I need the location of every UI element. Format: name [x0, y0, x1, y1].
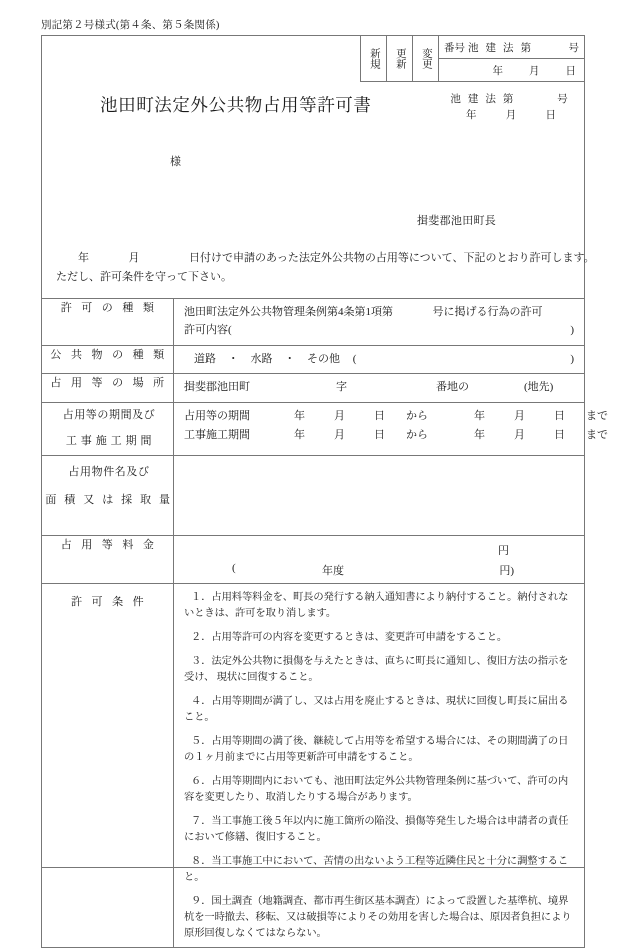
issuer-name: 揖斐郡池田町長 [417, 215, 497, 227]
conditions-list [174, 584, 584, 947]
stamp-number-label: 番号 [444, 42, 465, 54]
period-construction-name: 工事施工期間 [184, 429, 250, 442]
object-type-option-road[interactable]: 道路 [194, 352, 216, 365]
label-period-line-1: 占用等の期間及び [62, 409, 156, 422]
place-chisaki-label: (地先) [524, 381, 554, 394]
period-occupancy-day-from: 日 [374, 410, 385, 423]
period-occupancy-to: まで [586, 410, 608, 423]
condition-item: ７．当工事施工後５年以内に施工箇所の陥没、損傷等発生した場合は申請者の責任において修繕、復旧すること。 [184, 815, 569, 844]
intro-year: 年 [78, 252, 89, 264]
period-occupancy-year-to: 年 [474, 410, 485, 423]
intro-line-2: ただし、許可条件を守って下さい。 [56, 271, 232, 284]
period-construction-month-from: 月 [334, 429, 345, 442]
period-row-occupancy [184, 408, 608, 427]
condition-item: ５．占用等期間の満了後、継続して占用等を希望する場合には、その期間満了の日の１ヶ月前までに占用等更新許可申請をすること。 [184, 735, 569, 764]
period-construction-day-from: 日 [374, 429, 385, 442]
table-row-conditions [42, 583, 585, 947]
intro-line-1-tail: 日付けで申請のあった法定外公共物の占用等について、下記のとおり許可します。 [189, 252, 595, 264]
condition-item: ３．法定外公共物に損傷を与えたときは、直ちに町長に通知し、復旧方法の指示を受け、 現状に回復すること。 [184, 655, 569, 683]
stamp-date-day: 日 [565, 65, 576, 77]
object-type-separator-1: ・ [227, 352, 239, 365]
label-conditions: 許 可 条 件 [42, 583, 174, 947]
intro-month: 月 [128, 252, 140, 264]
table-row-object-type [42, 345, 585, 374]
label-object-type: 公 共 物 の 種 類 [42, 345, 174, 374]
stamp-date-row [439, 59, 584, 81]
label-permission-kind: 許 可 の 種 類 [42, 299, 174, 346]
value-object-name[interactable] [174, 455, 585, 535]
stamp-date-year: 年 [492, 65, 503, 77]
table-row-permission-kind [42, 299, 585, 346]
stamp-cell-change-label: 変更 [420, 48, 432, 69]
title-number-prefix: 池 建 法 第 [450, 94, 516, 105]
fee-yen-unit: 円 [498, 544, 509, 557]
label-period [42, 403, 174, 456]
object-type-close-paren: ) [570, 352, 574, 365]
permission-kind-line-2 [184, 322, 576, 340]
period-occupancy-from: から [406, 410, 428, 423]
object-type-option-waterway[interactable]: 水路 [250, 352, 273, 365]
stamp-cell-renew-label: 更新 [394, 48, 406, 69]
stamp-date-month: 月 [529, 65, 540, 77]
title-number-line [450, 92, 570, 108]
value-permission-kind[interactable] [174, 299, 585, 346]
label-object-name-line-2: 面 積 又 は 採 取 量 [45, 493, 173, 506]
table-row-fee [42, 535, 585, 583]
stamp-number-prefix: 池 建 法 第 [468, 42, 534, 54]
title-date-month: 月 [505, 110, 517, 122]
label-place: 占 用 等 の 場 所 [42, 374, 174, 403]
permission-kind-line-1 [184, 304, 576, 322]
stamp-cell-change[interactable] [413, 36, 439, 81]
condition-item: ２．占用等許可の内容を変更するときは、変更許可申請をすること。 [191, 631, 508, 643]
period-construction-year-from: 年 [294, 429, 305, 442]
place-fields [184, 379, 576, 397]
permission-kind-prefix: 池田町法定外公共物管理条例第4条第1項第 [184, 306, 393, 318]
label-object-name-line-1: 占用物件名及び [68, 465, 150, 478]
stamp-cell-new[interactable] [361, 36, 387, 81]
title-number-block [450, 92, 570, 125]
object-type-options [184, 351, 576, 369]
title-date-day: 日 [545, 110, 556, 122]
document-title: 池田町法定外公共物占用等許可書 [100, 95, 372, 115]
period-occupancy-name: 占用等の期間 [184, 410, 250, 423]
condition-item: ８．当工事施工中において、苦情の出ないよう工程等近隣住民と十分に調整すること。 [184, 855, 569, 884]
title-number-suffix: 号 [557, 94, 570, 105]
period-construction-from: から [406, 429, 428, 442]
condition-item: ６．占用等期間内においても、池田町法定外公共物管理条例に基づいて、許可の内容を変更したり、取消したりする場合があります。 [184, 775, 569, 804]
value-fee[interactable] [174, 535, 585, 583]
period-construction-year-to: 年 [474, 429, 485, 442]
intro-line-1 [56, 249, 595, 268]
condition-item: ９．国土調査（地籍調査、都市再生街区基本調査）によって設置した基準杭、境界杭を一時撤去、移転、又は破損等によりその効用を害した場合は、原因者負担により原形回復しなくてはならない。 [184, 895, 572, 940]
period-construction-day-to: 日 [554, 429, 565, 442]
label-period-line-2: 工 事 施 工 期 間 [65, 435, 153, 448]
object-type-open-paren: ( [352, 352, 357, 365]
condition-item: ４．占用等期間が満了し、又は占用を廃止するときは、現状に回復し町長に届出ること。 [184, 695, 569, 724]
fee-close-paren: 円) [499, 564, 514, 577]
value-place[interactable] [174, 374, 585, 403]
value-conditions [174, 583, 585, 947]
permit-details-table [41, 298, 608, 948]
period-occupancy-year-from: 年 [294, 410, 305, 423]
value-object-type[interactable] [174, 345, 585, 374]
object-type-option-other[interactable]: その他 [307, 352, 340, 365]
permission-kind-suffix: 号に掲げる行為の許可 [432, 306, 543, 318]
period-occupancy-month-from: 月 [334, 410, 345, 423]
fee-open-paren: ( [232, 561, 236, 574]
label-fee: 占 用 等 料 金 [42, 535, 174, 583]
stamp-cell-renew[interactable] [387, 36, 413, 81]
title-row [42, 90, 584, 136]
permit-sheet [41, 35, 608, 940]
stamp-number-area [439, 36, 584, 81]
form-number-caption: 別記第２号様式(第４条、第５条関係) [41, 20, 220, 31]
table-row-period [42, 403, 585, 456]
value-period[interactable] [174, 403, 608, 456]
stamp-cell-new-label: 新規 [368, 48, 380, 69]
permission-content-close-paren: ) [570, 323, 574, 336]
stamp-number-suffix: 号 [568, 42, 579, 54]
period-occupancy-month-to: 月 [514, 410, 525, 423]
period-occupancy-day-to: 日 [554, 410, 565, 423]
permission-content-label: 許可内容( [184, 323, 232, 336]
stamp-number-row [439, 36, 584, 59]
period-construction-month-to: 月 [514, 429, 525, 442]
period-construction-to: まで [586, 429, 608, 442]
title-date-line [450, 108, 570, 124]
addressee-honorific: 様 [170, 156, 181, 168]
period-row-construction [184, 427, 608, 446]
application-type-stamp-box [360, 35, 585, 82]
label-object-name [42, 455, 174, 535]
object-type-separator-2: ・ [284, 352, 296, 365]
table-row-object-name [42, 455, 585, 535]
fee-fields [174, 536, 584, 583]
condition-item: １．占用料等料金を、町長の発行する納入通知書により納付すること。納付されないときは、許可を取り消します。 [184, 591, 569, 620]
title-date-year: 年 [466, 110, 477, 122]
place-town: 揖斐郡池田町 [184, 381, 250, 394]
place-banchi-label: 番地の [436, 381, 469, 394]
intro-paragraph [56, 249, 595, 288]
place-aza-label: 字 [336, 381, 347, 394]
fee-fiscal-year-label: 年度 [322, 564, 344, 577]
table-row-place [42, 374, 585, 403]
